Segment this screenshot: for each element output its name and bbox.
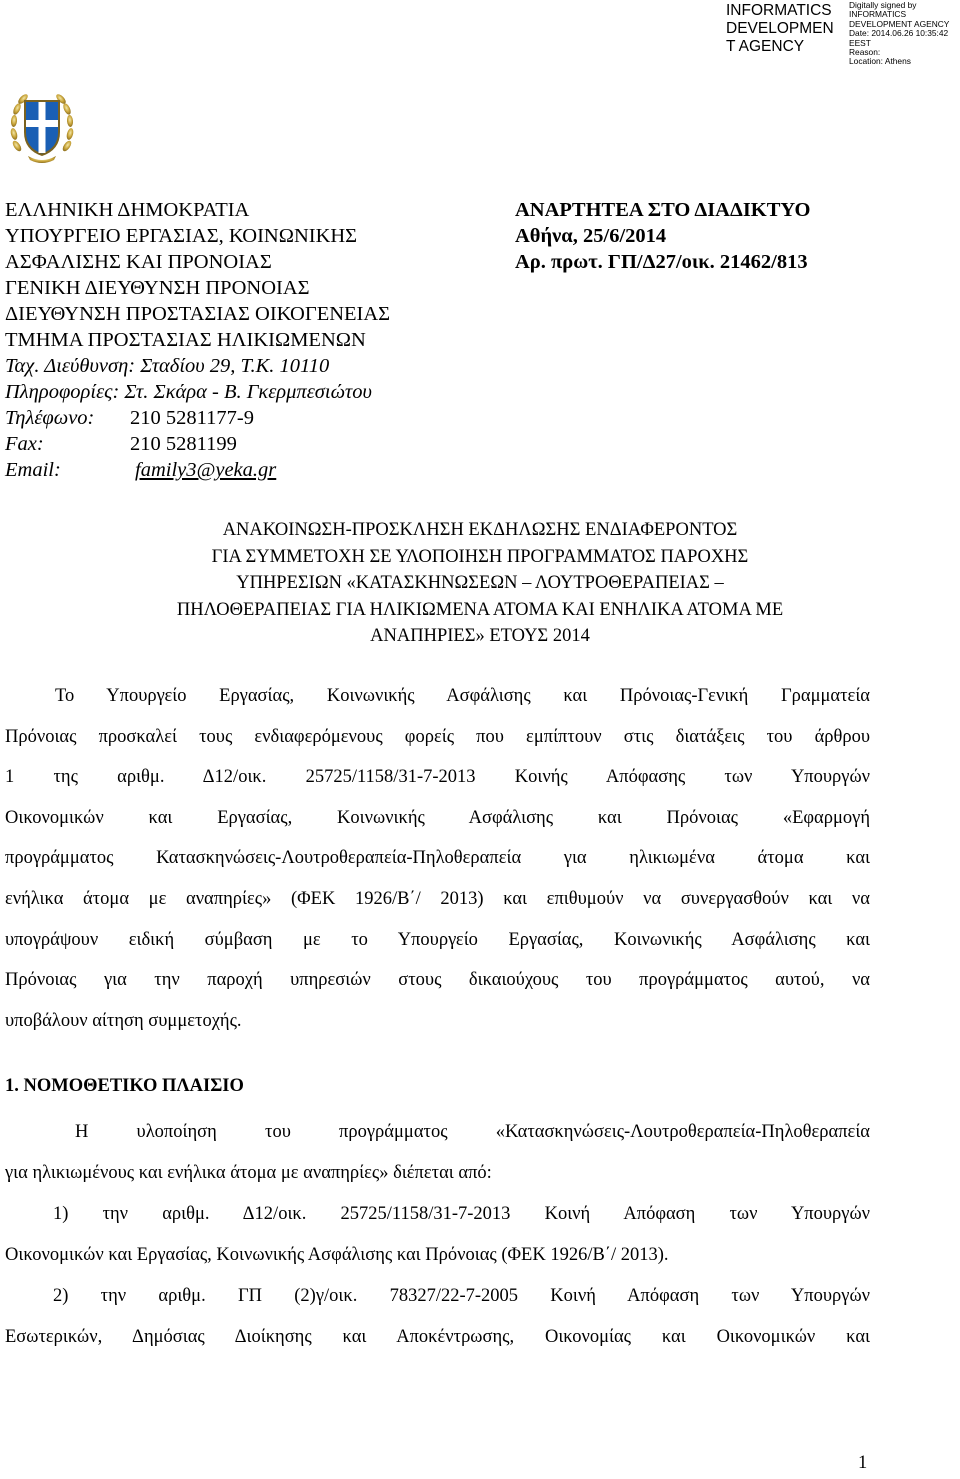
issuer-line: ΑΣΦΑΛΙΣΗΣ ΚΑΙ ΠΡΟΝΟΙΑΣ [5,251,272,273]
fax-value: 210 5281199 [130,433,237,455]
issuer-line: ΔΙΕΥΘΥΝΣΗ ΠΡΟΣΤΑΣΙΑΣ ΟΙΚΟΓΕΝΕΙΑΣ [5,303,391,325]
signature-detail: INFORMATICS [849,9,907,20]
paragraph-line: ενήλικα άτομα με αναπηρίες» (ΦΕΚ 1926/Β΄/ 2013) και επιθυμούν να συνεργασθούν και να [5,888,870,909]
paragraph-line: Πρόνοιας προσκαλεί τους ενδιαφερόμενους φορείς που εμπίπτουν στις διατάξεις του άρθρου [5,726,870,747]
signature-detail: Location: Athens [849,56,911,67]
signature-org-line: DEVELOPMEN [726,20,834,37]
signature-detail: EEST [849,37,871,48]
document-meta [515,197,955,275]
issuer-line: ΥΠΟΥΡΓΕΙΟ ΕΡΓΑΣΙΑΣ, ΚΟΙΝΩΝΙΚΗΣ [5,225,358,247]
signature-org-line: T AGENCY [726,38,805,55]
signature-detail: Date: 2014.06.26 10:35:42 [849,28,949,39]
issuer-line: ΕΛΛΗΝΙΚΗ ΔΗΜΟΚΡΑΤΙΑ [5,199,250,221]
paragraph-line: Οικονομικών και Εργασίας, Κοινωνικής Ασφάλισης και Πρόνοιας «Εφαρμογή [5,807,870,828]
title-line: ΠΗΛΟΘΕΡΑΠΕΙΑΣ ΓΙΑ ΗΛΙΚΙΩΜΕΝΑ ΑΤΟΜΑ ΚΑΙ ΕΝΗΛΙΚΑ ΑΤΟΜΑ ΜΕ [176,599,784,620]
phone-value: 210 5281177-9 [130,407,254,429]
section-body [5,1112,870,1358]
email-line [5,457,505,483]
phone-line [5,405,505,431]
section-line: 2) την αριθμ. ΓΠ (2)γ/οικ. 78327/22-7-2005 Κοινή Απόφαση των Υπουργών [53,1286,870,1306]
address-line: Ταχ. Διεύθυνση: Σταδίου 29, Τ.Κ. 10110 [5,355,330,377]
digital-signature [725,0,960,67]
issuer-block [5,197,505,483]
title-line: ΑΝΑΚΟΙΝΩΣΗ-ΠΡΟΣΚΛΗΣΗ ΕΚΔΗΛΩΣΗΣ ΕΝΔΙΑΦΕΡΟΝΤΟΣ [222,520,738,540]
paragraph-line: Το Υπουργείο Εργασίας, Κοινωνικής Ασφάλισης και Πρόνοιας-Γενική Γραμματεία [55,686,870,706]
title-line: ΑΝΑΠΗΡΙΕΣ» ΕΤΟΥΣ 2014 [370,626,590,646]
paragraph-line: 1 της αριθμ. Δ12/οικ. 25725/1158/31-7-2013 Κοινής Απόφασης των Υπουργών [5,767,870,788]
issuer-line: ΤΜΗΜΑ ΠΡΟΣΤΑΣΙΑΣ ΗΛΙΚΙΩΜΕΝΩΝ [5,329,366,351]
document-date: Αθήνα, 25/6/2014 [515,225,667,247]
section-line: για ηλικιωμένους και ενήλικα άτομα με αναπηρίες» διέπεται από: [5,1163,492,1183]
paragraph-line: υπογράψουν ειδική σύμβαση με το Υπουργείο Εργασίας, Κοινωνικής Ασφάλισης και [5,929,870,950]
greek-coat-of-arms-icon [10,88,74,164]
fax-label: Fax: [5,433,44,455]
signature-org-line: INFORMATICS [726,2,832,19]
email-link[interactable]: family3@yeka.gr [135,459,277,481]
signature-details [849,1,960,67]
signature-detail: DEVELOPMENT AGENCY [849,18,950,29]
email-label: Email: [5,459,61,481]
announcement-title [60,517,900,650]
section-line: Η υλοποίηση του προγράμματος «Κατασκηνώσεις-Λουτροθεραπεία-Πηλοθεραπεία [75,1122,870,1142]
phone-label: Τηλέφωνο: [5,407,95,429]
intro-paragraph [5,676,870,1041]
section-line: Οικονομικών και Εργασίας, Κοινωνικής Ασφάλισης και Πρόνοιας (ΦΕΚ 1926/Β΄/ 2013). [5,1245,669,1265]
signature-detail: Digitally signed by [849,0,917,10]
paragraph-line: υποβάλουν αίτηση συμμετοχής. [5,1010,242,1031]
section-line: 1) την αριθμ. Δ12/οικ. 25725/1158/31-7-2013 Κοινή Απόφαση των Υπουργών [53,1204,870,1224]
fax-line [5,431,505,457]
page-number: 1 [858,1453,868,1473]
info-line: Πληροφορίες: Στ. Σκάρα - Β. Γκερμπεσιώτου [5,381,372,403]
paragraph-line: Πρόνοιας για την παροχή υπηρεσιών στους δικαιούχους του προγράμματος αυτού, να [5,970,870,991]
issuer-line: ΓΕΝΙΚΗ ΔΙΕΥΘΥΝΣΗ ΠΡΟΝΟΙΑΣ [5,277,310,299]
title-line: ΥΠΗΡΕΣΙΩΝ «ΚΑΤΑΣΚΗΝΩΣΕΩΝ – ΛΟΥΤΡΟΘΕΡΑΠΕΙΑΣ – [236,573,724,593]
section-line: Εσωτερικών, Δημόσιας Διοίκησης και Αποκέντρωσης, Οικονομίας και Οικονομικών και [5,1327,870,1347]
paragraph-line: προγράμματος Κατασκηνώσεις-Λουτροθεραπεία-Πηλοθεραπεία για ηλικιωμένα άτομα και [5,848,870,869]
signature-org [726,2,848,56]
protocol-number: Αρ. πρωτ. ΓΠ/Δ27/οικ. 21462/813 [515,251,808,273]
section-heading: 1. ΝΟΜΟΘΕΤΙΚΟ ΠΛΑΙΣΙΟ [5,1076,244,1096]
posting-notice: ΑΝΑΡΤΗΤΕΑ ΣΤΟ ΔΙΑΔΙΚΤΥΟ [515,199,811,221]
title-line: ΓΙΑ ΣΥΜΜΕΤΟΧΗ ΣΕ ΥΛΟΠΟΙΗΣΗ ΠΡΟΓΡΑΜΜΑΤΟΣ ΠΑΡΟΧΗΣ [211,546,749,567]
signature-detail: Reason: [849,47,881,58]
